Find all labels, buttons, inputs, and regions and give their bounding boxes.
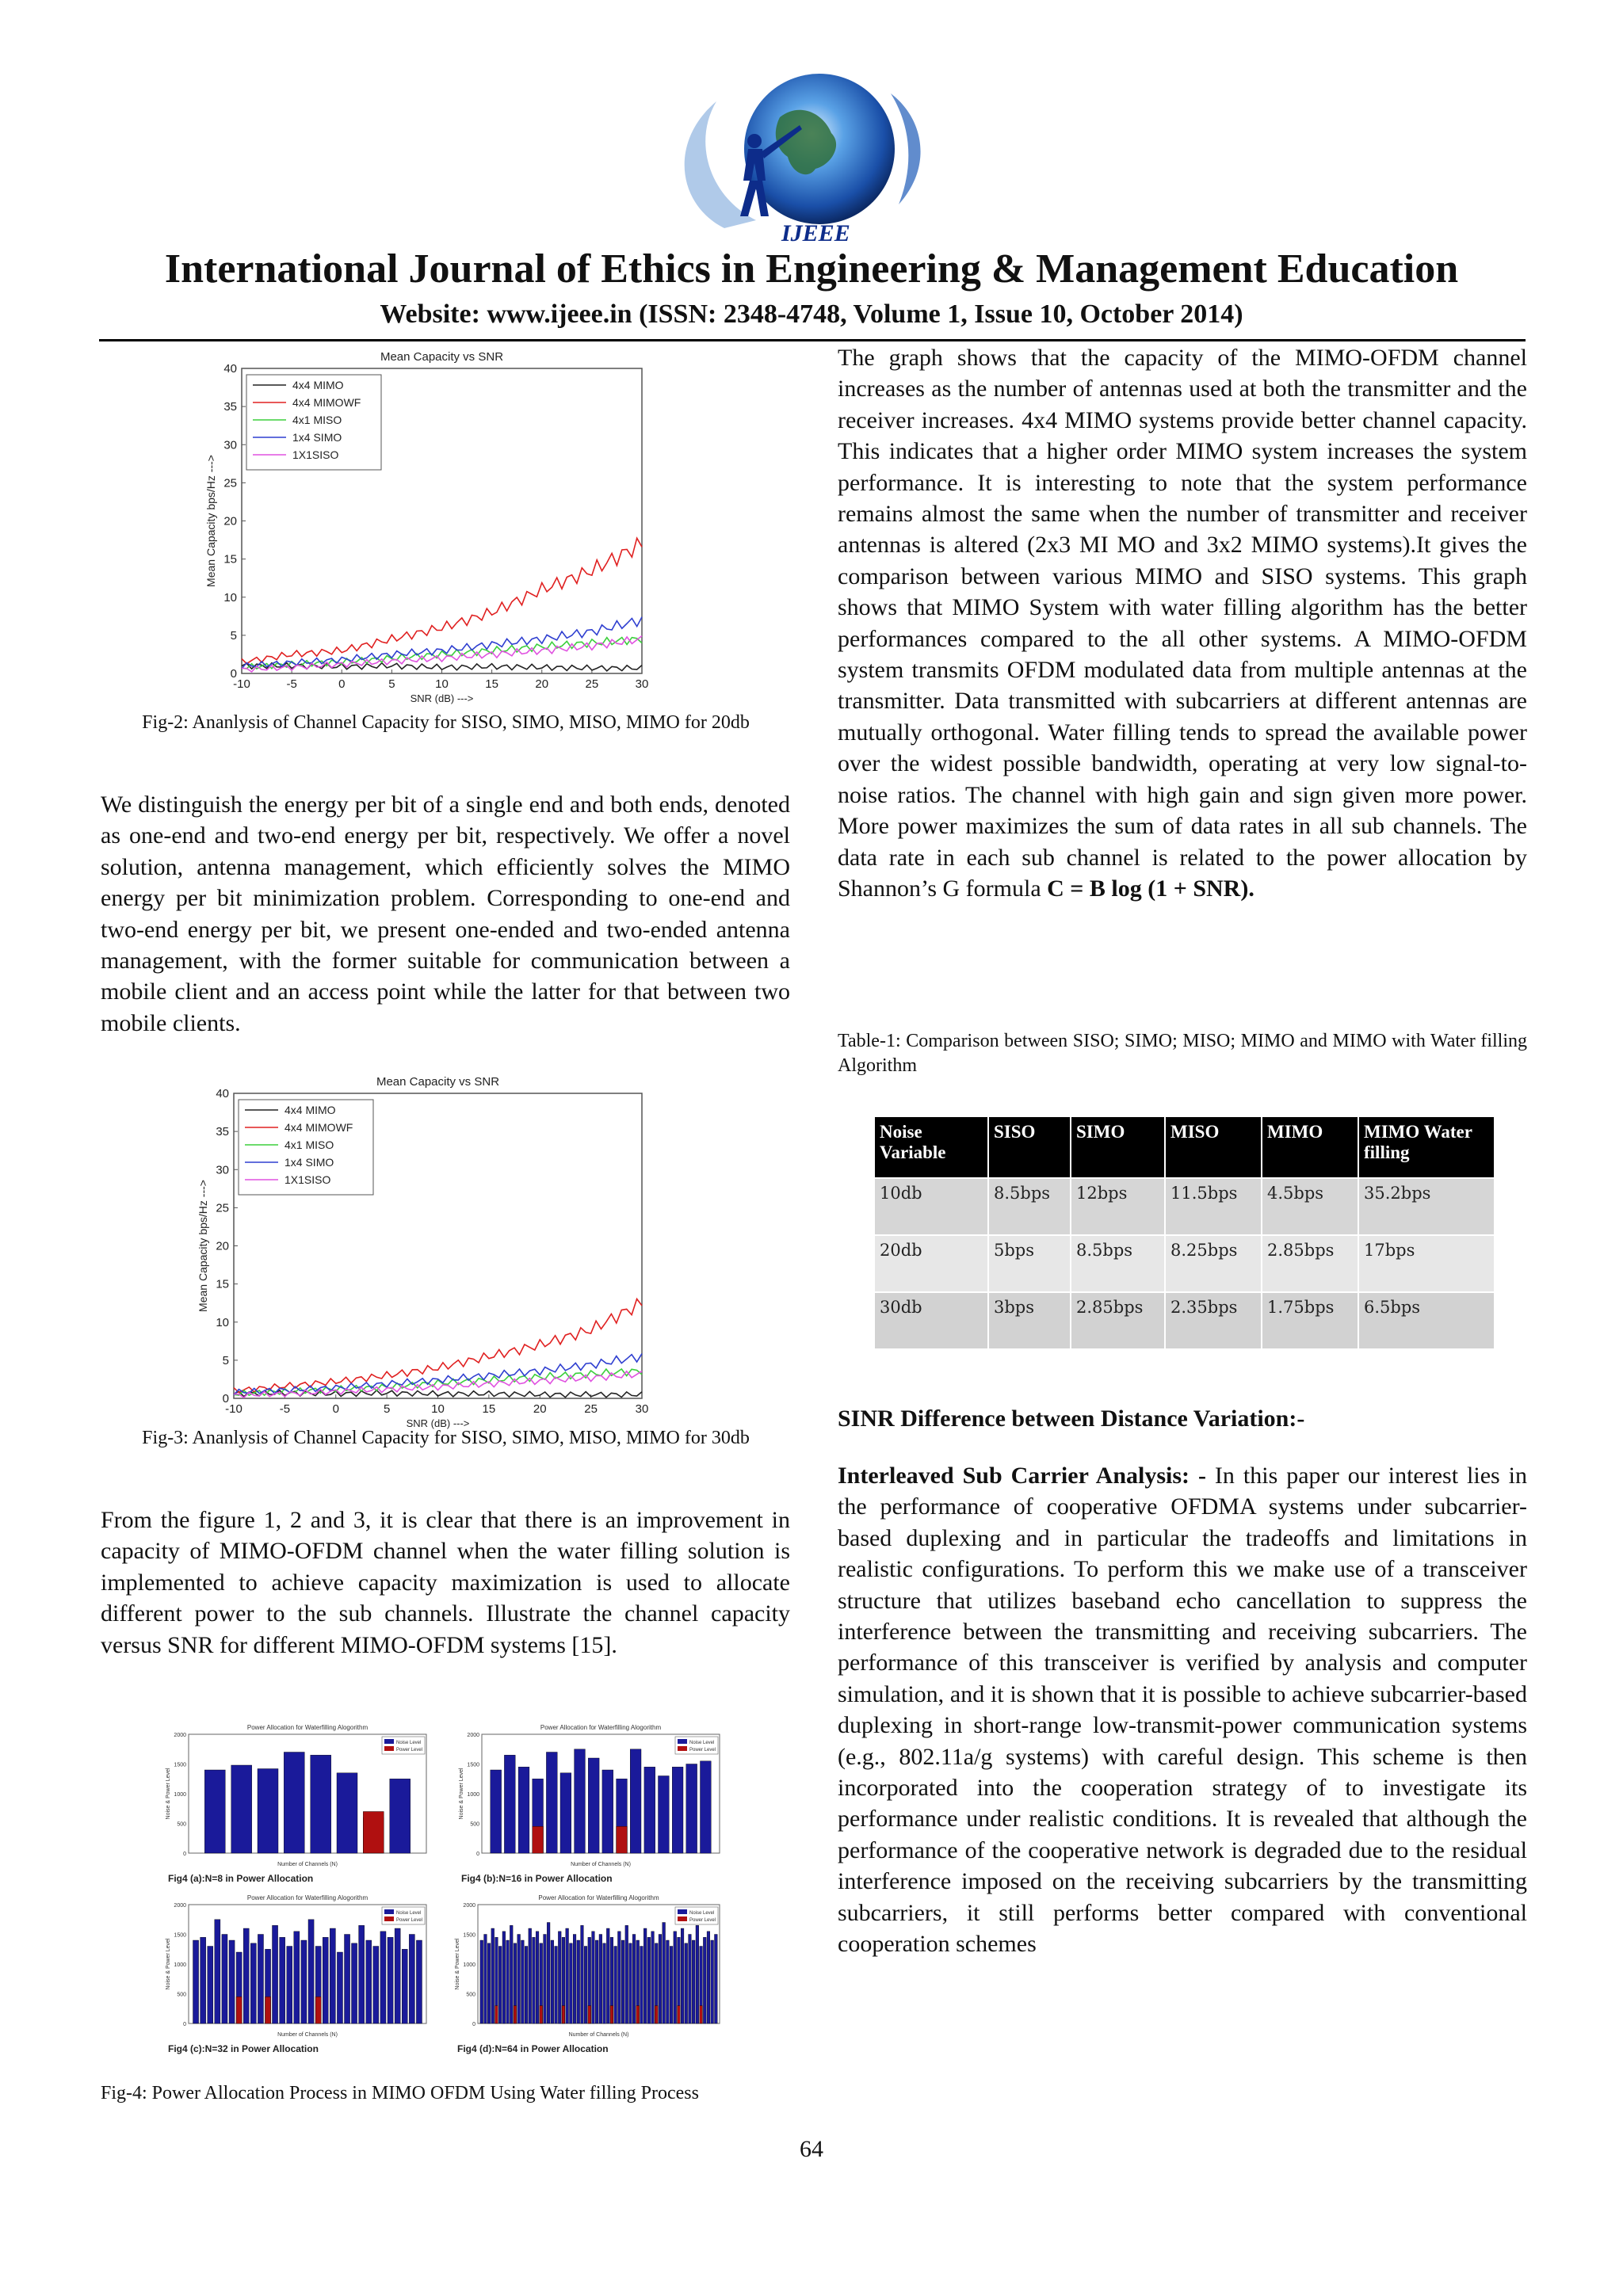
table-row <box>874 1292 1495 1349</box>
noise-bar <box>711 1940 714 2023</box>
table-cell: 4.5bps <box>1262 1178 1358 1235</box>
y-tick-label: 25 <box>216 1201 229 1215</box>
y-tick-label: 35 <box>223 400 237 414</box>
comparison-table <box>873 1116 1495 1350</box>
legend-label: 4x4 MIMO <box>285 1104 336 1116</box>
x-tick-label: 25 <box>585 677 599 691</box>
y-tick-label: 1000 <box>174 1962 186 1968</box>
journal-logo <box>661 70 962 246</box>
legend-label: 4x4 MIMO <box>292 379 344 391</box>
noise-bar <box>575 1749 586 1853</box>
x-axis-label: SNR (dB) ---> <box>410 692 474 704</box>
table-cell: 11.5bps <box>1165 1178 1262 1235</box>
noise-bar <box>301 1940 307 2023</box>
table-cell: 2.35bps <box>1165 1292 1262 1349</box>
power-bar <box>495 2006 498 2024</box>
legend-label: 4x4 MIMOWF <box>285 1121 353 1134</box>
noise-bar <box>595 1940 598 2023</box>
noise-bar <box>502 1932 506 2023</box>
panel-label: Fig4 (b):N=16 in Power Allocation <box>461 1873 613 1884</box>
noise-bar <box>640 1947 643 2024</box>
noise-bar <box>566 1928 569 2023</box>
y-tick-label: 2000 <box>174 1903 186 1909</box>
table-cell: 35.2bps <box>1358 1178 1495 1235</box>
noise-bar <box>672 1767 683 1853</box>
noise-bar <box>581 1925 584 2023</box>
x-tick-label: -5 <box>279 1402 291 1416</box>
table-cell: 5bps <box>988 1235 1071 1292</box>
legend-swatch <box>678 1909 687 1914</box>
noise-bar <box>208 1947 213 2024</box>
y-tick-label: 20 <box>223 514 237 528</box>
noise-bar <box>686 1764 697 1854</box>
x-tick-label: 30 <box>635 677 649 691</box>
x-tick-label: 20 <box>533 1402 547 1416</box>
y-axis-label: Mean Capacity bps/Hz ---> <box>197 1180 209 1312</box>
noise-bar <box>584 1947 587 2024</box>
fig4-panel-b <box>460 1723 729 1894</box>
noise-bar <box>560 1773 571 1853</box>
table-header-cell: MISO <box>1165 1116 1262 1178</box>
y-tick-label: 25 <box>223 476 237 490</box>
noise-bar <box>366 1940 372 2023</box>
noise-bar <box>480 1940 483 2023</box>
noise-bar <box>681 1928 684 2023</box>
table-cell: 1.75bps <box>1262 1292 1358 1349</box>
interleaved-lead: Interleaved Sub Carrier Analysis: - <box>838 1463 1206 1489</box>
table-cell: 10db <box>874 1178 988 1235</box>
panel-label: Fig4 (d):N=64 in Power Allocation <box>457 2043 609 2054</box>
x-axis-label: Number of Channels (N) <box>568 2032 629 2038</box>
y-tick-label: 500 <box>470 1821 479 1828</box>
noise-bar <box>323 1937 328 2023</box>
y-tick-label: 35 <box>216 1125 229 1139</box>
table-cell: 12bps <box>1071 1178 1165 1235</box>
noise-bar <box>193 1940 199 2023</box>
y-tick-label: 15 <box>223 552 237 566</box>
y-axis-label: Mean Capacity bps/Hz ---> <box>204 455 217 587</box>
legend-swatch <box>384 1739 394 1744</box>
noise-bar <box>258 1935 263 2024</box>
legend-swatch <box>678 1746 687 1751</box>
noise-bar <box>352 1943 357 2023</box>
noise-bar <box>222 1935 227 2024</box>
fig3-chart <box>186 1074 701 1434</box>
legend-swatch <box>384 1746 394 1751</box>
journal-subtitle: Website: www.ijeee.in (ISSN: 2348-4748, Volume 1, Issue 10, October 2014) <box>380 299 1243 329</box>
y-tick-label: 1000 <box>463 1962 475 1968</box>
x-axis-label: SNR (dB) ---> <box>406 1417 470 1429</box>
noise-bar <box>229 1940 235 2023</box>
right-paragraph-2 <box>838 1460 1527 1960</box>
x-axis-label: Number of Channels (N) <box>571 1862 631 1867</box>
table-cell: 8.5bps <box>1071 1235 1165 1292</box>
noise-bar <box>659 1776 670 1854</box>
noise-bar <box>692 1940 695 2023</box>
fig4-panel-c <box>166 1894 436 2060</box>
noise-bar <box>547 1923 550 2024</box>
table-cell: 17bps <box>1358 1235 1495 1292</box>
chart-title: Mean Capacity vs SNR <box>376 1075 500 1089</box>
y-axis-label: Noise & Power Level <box>455 1938 460 1990</box>
legend-label: Power Level <box>396 1918 423 1923</box>
power-bar <box>363 1812 384 1854</box>
power-bar <box>678 2006 681 2024</box>
left-paragraph-1: We distinguish the energy per bit of a single end and both ends, denoted as one-end and two-end energy per bit, respectively. We offer a novel solution, antenna management, which efficiently solves the MIMO energy per bit minimization problem. Corresponding to one-end and two-end energy per bit, we present one-ended and two-ended antenna management, with the former suitable for communication between a mobile client and an access point while the latter for that between two mobile clients. <box>101 791 790 1036</box>
power-bar <box>562 2006 565 2024</box>
power-bar <box>610 2006 613 2024</box>
fig2-chart <box>194 349 701 709</box>
noise-bar <box>599 1935 602 2024</box>
page-number: 64 <box>800 2136 823 2162</box>
y-tick-label: 2000 <box>467 1733 479 1738</box>
power-bar <box>315 1997 321 2023</box>
noise-bar <box>685 1943 688 2023</box>
y-tick-label: 40 <box>223 362 237 376</box>
fig4-panel-d <box>456 1894 729 2060</box>
header-rule <box>99 339 1526 341</box>
x-tick-label: 30 <box>635 1402 649 1416</box>
panel-label: Fig4 (a):N=8 in Power Allocation <box>168 1873 314 1884</box>
table-cell: 8.25bps <box>1165 1235 1262 1292</box>
chart-title: Power Allocation for Waterfilling Alogorithm <box>538 1894 659 1901</box>
legend-label: 4x1 MISO <box>285 1138 334 1151</box>
noise-bar <box>491 1928 495 2023</box>
noise-bar <box>518 1767 529 1853</box>
y-tick-label: 30 <box>223 438 237 452</box>
x-tick-label: 5 <box>383 1402 391 1416</box>
y-tick-label: 500 <box>466 1992 475 1998</box>
noise-bar <box>666 1940 670 2023</box>
noise-bar <box>703 1937 706 2023</box>
journal-title: International Journal of Ethics in Engineering & Management Education <box>164 246 1459 292</box>
legend-swatch <box>678 1739 687 1744</box>
noise-bar <box>337 1952 342 2023</box>
x-tick-label: 15 <box>482 1402 496 1416</box>
noise-bar <box>707 1932 710 2023</box>
legend-label: Power Level <box>689 1918 716 1923</box>
noise-bar <box>380 1932 386 2023</box>
y-tick-label: 1500 <box>174 1932 186 1939</box>
y-tick-label: 30 <box>216 1163 229 1177</box>
legend-swatch <box>678 1917 687 1921</box>
table-header-cell: MIMO Water filling <box>1358 1116 1495 1178</box>
noise-bar <box>337 1773 357 1853</box>
noise-bar <box>644 1767 655 1853</box>
noise-bar <box>544 1935 547 2024</box>
table-header-row <box>874 1116 1495 1178</box>
legend-label: 4x4 MIMOWF <box>292 396 361 409</box>
sinr-heading: SINR Difference between Distance Variation:- <box>838 1405 1305 1432</box>
noise-bar <box>696 1925 699 2023</box>
chart-title: Power Allocation for Waterfilling Alogorithm <box>540 1724 662 1731</box>
x-tick-label: -10 <box>225 1402 242 1416</box>
right-paragraph-1 <box>838 342 1527 904</box>
left-paragraph-2: From the figure 1, 2 and 3, it is clear that there is an improvement in capacity of MIMO-OFDM channel when the water filling solution is implemented to achieve capacity maximization is used to allocate different power to the sub channels. Illustrate the channel capacity versus SNR for different MIMO-OFDM systems [15]. <box>101 1507 790 1658</box>
noise-bar <box>621 1940 624 2023</box>
fig3-caption: Fig-3: Ananlysis of Channel Capacity for SISO, SIMO, MISO, MIMO for 30db <box>142 1428 750 1448</box>
noise-bar <box>663 1923 666 2024</box>
power-bar <box>617 1826 628 1853</box>
legend-label: Noise Level <box>396 1741 422 1745</box>
table-header-cell: Noise Variable <box>874 1116 988 1178</box>
x-axis-label: Number of Channels (N) <box>277 1862 338 1867</box>
y-tick-label: 500 <box>177 1992 186 1998</box>
y-tick-label: 0 <box>183 2022 186 2027</box>
y-tick-label: 15 <box>216 1277 229 1291</box>
y-tick-label: 1500 <box>467 1762 479 1768</box>
table-caption: Table-1: Comparison between SISO; SIMO; MISO; MIMO and MIMO with Water filling Algorithm <box>838 1031 1527 1076</box>
table-cell: 20db <box>874 1235 988 1292</box>
x-tick-label: 15 <box>485 677 498 691</box>
legend-swatch <box>384 1909 394 1914</box>
legend-label: Noise Level <box>689 1741 715 1745</box>
noise-bar <box>287 1947 292 2024</box>
noise-bar <box>250 1943 256 2023</box>
noise-bar <box>592 1932 595 2023</box>
table-cell: 30db <box>874 1292 988 1349</box>
noise-bar <box>521 1940 525 2023</box>
noise-bar <box>373 1947 379 2024</box>
noise-bar <box>670 1947 673 2024</box>
legend-label: 1x4 SIMO <box>292 431 342 444</box>
table-header-cell: MIMO <box>1262 1116 1358 1178</box>
noise-bar <box>603 1943 606 2023</box>
power-bar <box>236 1997 242 2023</box>
y-tick-label: 10 <box>223 590 237 605</box>
y-axis-label: Noise & Power Level <box>459 1768 464 1820</box>
x-tick-label: 0 <box>338 677 346 691</box>
legend-label: 1X1SISO <box>285 1173 331 1186</box>
noise-bar <box>551 1940 554 2023</box>
y-tick-label: 20 <box>216 1239 229 1253</box>
noise-bar <box>701 1761 712 1853</box>
power-bar <box>265 1997 271 2023</box>
legend-label: 1x4 SIMO <box>285 1156 334 1169</box>
legend-label: Power Level <box>689 1748 716 1753</box>
table-cell: 2.85bps <box>1262 1235 1358 1292</box>
right-paragraph-2-text: In this paper our interest lies in the performance of cooperative OFDMA systems under subcarrier-based duplexing and in particular the tradeoffs and limitations in realistic configurations. To perform this we make use of a transceiver structure that utilizes baseband echo cancellation to suppress the interference between the transmitting and receiving subcarriers. The performance of this transceiver is verified by analysis and computer simulation, and it is shown that it is possible to achieve subcarrier-based duplexing in short-range low-transmit-power communication systems (e.g., 802.11a/g systems) with careful design. This scheme is then incorporated into the cooperation strategy of to investigate its performance under realistic conditions. It is revealed that although the performance of the cooperative network is degraded due to the residual interference imposed on the receiving subcarriers by the transmitting subcarriers, it still performs better compared with conventional cooperation schemes <box>838 1463 1527 1958</box>
noise-bar <box>577 1940 580 2023</box>
logo-text: IJEEE <box>781 220 850 246</box>
chart-title: Power Allocation for Waterfilling Alogorithm <box>246 1724 369 1731</box>
table-row <box>874 1178 1495 1235</box>
noise-bar <box>533 1937 536 2023</box>
noise-bar <box>484 1935 487 2024</box>
chart-title: Power Allocation for Waterfilling Alogorithm <box>246 1894 369 1901</box>
noise-bar <box>632 1935 636 2024</box>
y-axis-label: Noise & Power Level <box>166 1768 171 1820</box>
y-tick-label: 0 <box>222 1392 229 1405</box>
table-row <box>874 1235 1495 1292</box>
chart-title: Mean Capacity vs SNR <box>380 350 504 364</box>
table-header-cell: SISO <box>988 1116 1071 1178</box>
noise-bar <box>715 1935 718 2024</box>
noise-bar <box>359 1925 365 2023</box>
y-axis-label: Noise & Power Level <box>166 1938 171 1990</box>
noise-bar <box>517 1935 521 2024</box>
noise-bar <box>573 1935 576 2024</box>
y-tick-label: 0 <box>476 1852 479 1857</box>
noise-bar <box>602 1770 613 1853</box>
noise-bar <box>510 1925 513 2023</box>
legend-label: Noise Level <box>689 1911 715 1916</box>
x-tick-label: -10 <box>233 677 250 691</box>
noise-bar <box>402 1949 407 2023</box>
y-tick-label: 1500 <box>174 1762 186 1768</box>
x-tick-label: 25 <box>584 1402 598 1416</box>
right-paragraph-1-text: The graph shows that the capacity of the MIMO-OFDM channel increases as the number of antennas used at both the transmitter and the receiver increases. 4x4 MIMO systems provide better channel capacity. This indicates that a higher order MIMO system increases the system performance. It is interesting to note that the system performance remains almost the same when the number of transmitter and receiver antennas is altered (2x3 MI MO and 3x2 MIMO systems).It gives the comparison between various MIMO and SISO systems. This graph shows that MIMO System with water filling algorithm has the better performances compared to the all other systems. A MIMO-OFDM system transmits OFDM modulated data from multiple antennas at the transmitter. Data transmitted with subcarriers at different antennas are mutually orthogonal. Water filling tends to spread the available power over the widest possible bandwidth, operating at very low signal-to-noise ratios. The channel with high gain and sign given more power. More power maximizes the sum of data rates in all sub channels. The data rate in each sub channel is related to the power allocation by Shannon’s G formula <box>838 345 1527 902</box>
noise-bar <box>647 1937 651 2023</box>
noise-bar <box>643 1928 647 2023</box>
noise-bar <box>231 1765 252 1853</box>
power-bar <box>655 2006 658 2024</box>
noise-bar <box>536 1932 539 2023</box>
comparison-table-grid <box>873 1116 1495 1350</box>
y-tick-label: 5 <box>230 628 237 643</box>
x-tick-label: 10 <box>435 677 449 691</box>
table-header-cell: SIMO <box>1071 1116 1165 1178</box>
noise-bar <box>546 1753 557 1854</box>
y-tick-label: 0 <box>183 1852 186 1857</box>
noise-bar <box>525 1947 528 2024</box>
noise-bar <box>651 1932 655 2023</box>
noise-bar <box>506 1940 510 2023</box>
power-bar <box>533 1826 544 1853</box>
x-tick-label: 10 <box>431 1402 445 1416</box>
noise-bar <box>674 1932 677 2023</box>
noise-bar <box>308 1920 314 2023</box>
noise-bar <box>689 1935 692 2024</box>
noise-bar <box>416 1940 422 2023</box>
x-axis-label: Number of Channels (N) <box>277 2032 338 2038</box>
y-tick-label: 2000 <box>463 1903 475 1909</box>
fig4-panel-a <box>166 1723 436 1894</box>
noise-bar <box>529 1928 532 2023</box>
noise-bar <box>555 1947 558 2024</box>
noise-bar <box>491 1770 502 1853</box>
noise-bar <box>294 1932 300 2023</box>
table-cell: 8.5bps <box>988 1178 1071 1235</box>
power-bar <box>540 2006 543 2024</box>
noise-bar <box>630 1749 641 1853</box>
power-bar <box>636 2006 640 2024</box>
y-tick-label: 0 <box>472 2022 475 2027</box>
y-tick-label: 40 <box>216 1087 229 1100</box>
table-cell: 2.85bps <box>1071 1292 1165 1349</box>
noise-bar <box>625 1925 628 2023</box>
noise-bar <box>618 1932 621 2023</box>
noise-bar <box>273 1925 278 2023</box>
y-tick-label: 2000 <box>174 1733 186 1738</box>
y-tick-label: 5 <box>222 1353 229 1367</box>
y-tick-label: 1000 <box>174 1792 186 1798</box>
power-bar <box>588 2006 591 2024</box>
y-tick-label: 0 <box>230 667 237 681</box>
legend-swatch <box>384 1917 394 1921</box>
fig4-caption: Fig-4: Power Allocation Process in MIMO OFDM Using Water filling Process <box>101 2083 699 2103</box>
noise-bar <box>409 1935 414 2024</box>
x-tick-label: 20 <box>535 677 549 691</box>
noise-bar <box>588 1758 599 1853</box>
noise-bar <box>284 1753 304 1854</box>
noise-bar <box>606 1928 609 2023</box>
legend-label: 1X1SISO <box>292 448 339 461</box>
noise-bar <box>215 1920 220 2023</box>
y-tick-label: 500 <box>177 1821 186 1828</box>
legend-label: Noise Level <box>396 1911 422 1916</box>
noise-bar <box>558 1932 561 2023</box>
noise-bar <box>200 1937 206 2023</box>
legend-label: Power Level <box>396 1748 423 1753</box>
noise-bar <box>395 1928 400 2023</box>
y-tick-label: 1500 <box>463 1932 475 1939</box>
noise-bar <box>659 1935 662 2024</box>
x-tick-label: 0 <box>332 1402 339 1416</box>
noise-bar <box>345 1935 350 2024</box>
noise-bar <box>243 1928 249 2023</box>
shannon-formula: C = B log (1 + SNR). <box>1047 875 1254 902</box>
fig2-caption: Fig-2: Ananlysis of Channel Capacity for SISO, SIMO, MISO, MIMO for 20db <box>142 712 750 733</box>
y-tick-label: 1000 <box>467 1792 479 1798</box>
noise-bar <box>280 1937 285 2023</box>
noise-bar <box>388 1937 393 2023</box>
noise-bar <box>204 1770 225 1853</box>
panel-label: Fig4 (c):N=32 in Power Allocation <box>168 2043 319 2054</box>
power-bar <box>700 2006 703 2024</box>
noise-bar <box>330 1928 335 2023</box>
x-tick-label: 5 <box>388 677 395 691</box>
table-cell: 3bps <box>988 1292 1071 1349</box>
legend-label: 4x1 MISO <box>292 414 342 426</box>
noise-bar <box>258 1769 278 1854</box>
noise-bar <box>390 1779 411 1853</box>
noise-bar <box>614 1947 617 2024</box>
noise-bar <box>570 1943 573 2023</box>
noise-bar <box>311 1755 331 1853</box>
noise-bar <box>498 1947 502 2024</box>
y-tick-label: 10 <box>216 1315 229 1329</box>
table-cell: 6.5bps <box>1358 1292 1495 1349</box>
noise-bar <box>504 1755 515 1853</box>
noise-bar <box>487 1943 491 2023</box>
x-tick-label: -5 <box>286 677 297 691</box>
noise-bar <box>629 1943 632 2023</box>
power-bar <box>514 2006 517 2024</box>
